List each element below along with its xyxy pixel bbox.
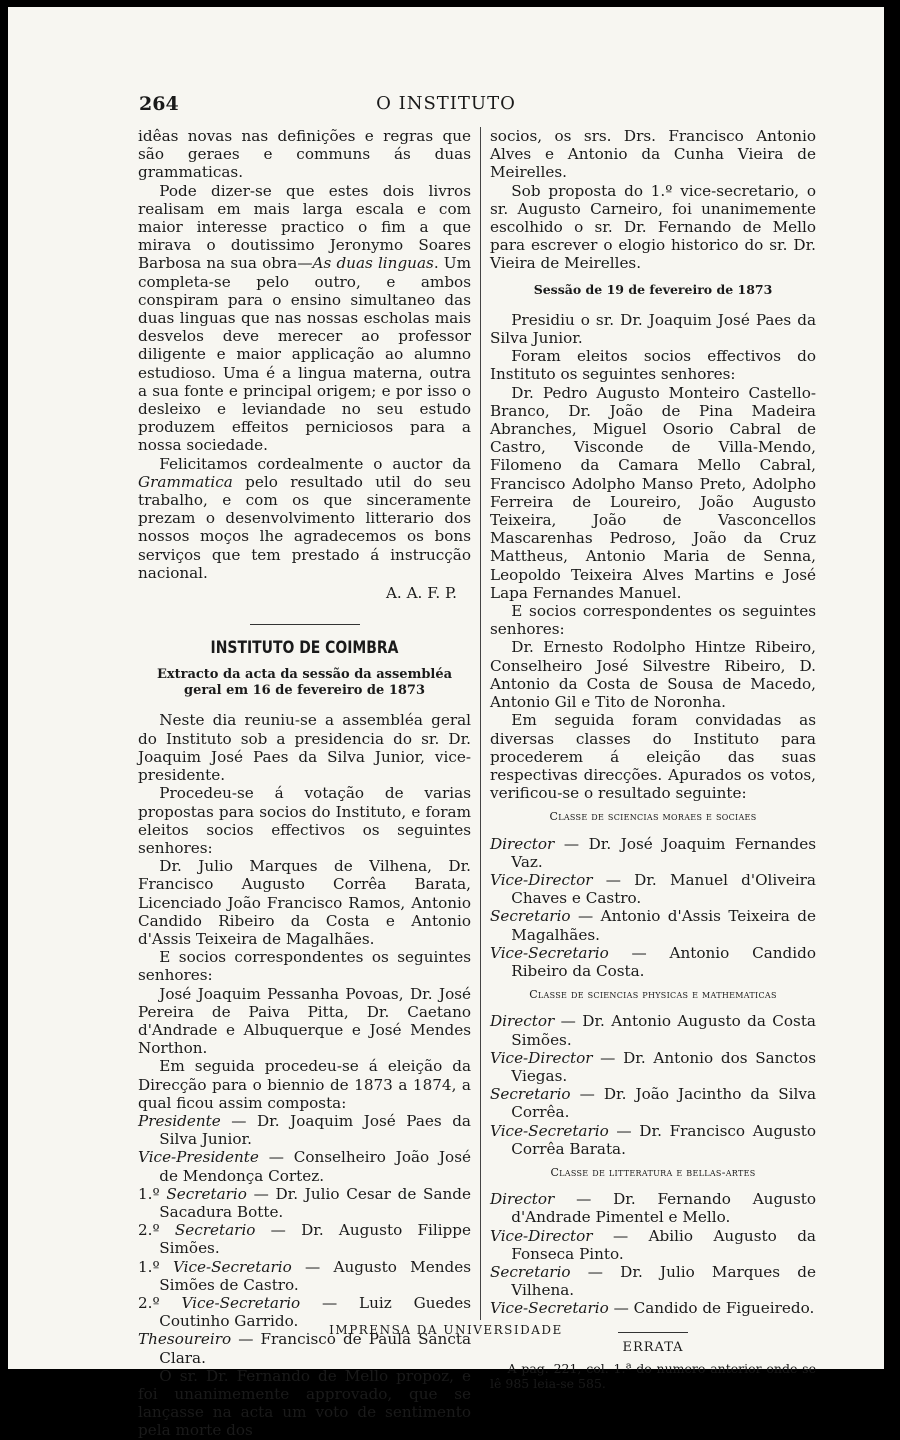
- paragraph: Felicitamos cordealmente o auctor da Grammatica pelo resultado util do seu trabalho, e com os que sinceramente prezam o desenvolvimento litterario dos nossos moços lhe agradecemos os bons serviços que tem prestado á instrucção nacional.: [138, 454, 471, 582]
- paragraph: Neste dia reuniu-se a assembléa geral do Instituto sob a presidencia do sr. Dr. Joaquim José Paes da Silva Junior, vice-presidente.: [138, 711, 471, 785]
- officer-entry: 1.º Vice-Secretario — Augusto Mendes Simões de Castro.: [138, 1257, 471, 1294]
- class-entry: Vice-Secretario — Candido de Figueiredo.: [490, 1299, 815, 1318]
- class-entry: Secretario — Dr. João Jacintho da Silva Corrêa.: [490, 1085, 816, 1122]
- paragraph: Pode dizer-se que estes dois livros realisam em mais larga escala e com maior interesse practico o fim a que mirava o doutissimo Jeronymo Soares Barbosa na sua obra—As duas linguas. Um completa-se pelo outro, e ambos conspiram para o ensino simultaneo das duas linguas que nas nossas escholas mais desvelos deve merecer ao professor diligente e maior applicação ao alumno estudioso. Uma é a lingua materna, outra a sua fonte e principal origem; e por isso o desleixo e leviandade no seu estudo produzem effeitos perniciosos para a nossa sociedade.: [138, 181, 472, 455]
- paragraph: Em seguida foram convidadas as diversas classes do Instituto para procederem á eleição das suas respectivas direcções. Apurados os votos, verificou-se o resultado seguinte:: [490, 711, 816, 803]
- errata-title: ERRATA: [622, 1339, 684, 1355]
- officer-entry: 2.º Vice-Secretario — Luiz Guedes Coutinho Garrido.: [138, 1293, 471, 1331]
- paragraph: Sob proposta do 1.º vice-secretario, o sr. Augusto Carneiro, foi unanimemente escolhido o sr. Dr. Fernando de Mello para escrever o elogio historico do sr. Dr. Vieira de Meirelles.: [490, 181, 816, 273]
- class-entry: Director — Dr. José Joaquim Fernandes Vaz.: [490, 834, 816, 871]
- paragraph: Dr. Julio Marques de Vilhena, Dr. Francisco Augusto Corrêa Barata, Licenciado João Francisco Ramos, Antonio Candido Ribeiro da Costa e Antonio d'Assis Teixeira de Magalhães.: [138, 857, 471, 948]
- running-header: [8, 93, 884, 117]
- class-title: Classe de litteratura e bellas-artes: [550, 1165, 756, 1179]
- class-title: Classe de sciencias moraes e sociaes: [549, 810, 757, 824]
- officer-entry: 2.º Secretario — Dr. Augusto Filippe Simões.: [138, 1221, 471, 1258]
- paragraph: Procedeu-se á votação de varias propostas para socios do Instituto, e foram eleitos socios effectivos os seguintes senhores:: [138, 784, 471, 857]
- class-entry: Vice-Director — Abilio Augusto da Fonseca Pinto.: [490, 1226, 816, 1263]
- page-number: 264: [139, 93, 179, 115]
- officer-entry: 1.º Secretario — Dr. Julio Cesar de Sande Sacadura Botte.: [138, 1184, 471, 1221]
- paragraph: Dr. Pedro Augusto Monteiro Castello-Branco, Dr. João de Pina Madeira Abranches, Miguel Osorio Cabral de Castro, Visconde de Villa-Mendo, Filomeno da Camara Mello Cabral, Francisco Adolpho Manso Preto, Adolpho Ferreira de Loureiro, João Augusto Teixeira, João de Vasconcellos Mascarenhas Pedroso, João da Cruz Mattheus, Antonio Maria de Senna, Leopoldo Teixeira Alves Martins e José Lapa Fernandes Manuel.: [490, 383, 816, 602]
- class-entry: Secretario — Dr. Julio Marques de Vilhena.: [490, 1262, 816, 1300]
- paragraph: E socios correspondentes os seguintes senhores:: [138, 948, 471, 985]
- session-title: Sessão de 19 de fevereiro de 1873: [533, 281, 773, 297]
- class-entry: Vice-Director — Dr. Antonio dos Sanctos Viegas.: [490, 1048, 816, 1085]
- class-entry: Vice-Director — Dr. Manuel d'Oliveira Chaves e Castro.: [490, 870, 816, 908]
- signature: A. A. F. P.: [385, 584, 457, 603]
- column-divider: [480, 127, 481, 1320]
- section-subtitle: Extracto da acta da sessão da assembléa geral em 16 de fevereiro de 1873: [156, 667, 453, 699]
- paragraph: socios, os srs. Drs. Francisco Antonio Alves e Antonio da Cunha Vieira de Meirelles.: [490, 127, 816, 182]
- section-title: INSTITUTO DE COIMBRA: [210, 638, 399, 659]
- section-rule: [250, 624, 360, 625]
- running-title: O INSTITUTO: [376, 93, 516, 114]
- paragraph: Foram eleitos socios effectivos do Instituto os seguintes senhores:: [490, 347, 816, 384]
- paragraph: idêas novas nas definições e regras que são geraes e communs ás duas grammaticas.: [138, 127, 471, 182]
- paragraph: Em seguida procedeu-se á eleição da Direcção para o biennio de 1873 a 1874, a qual ficou assim composta:: [138, 1057, 471, 1112]
- officer-entry: Vice-Presidente — Conselheiro João José de Mendonça Cortez.: [138, 1148, 471, 1185]
- class-entry: Vice-Secretario — Dr. Francisco Augusto Corrêa Barata.: [490, 1121, 816, 1158]
- right-column: [490, 127, 816, 1391]
- page: [8, 7, 884, 1440]
- paragraph: José Joaquim Pessanha Povoas, Dr. José Pereira de Paiva Pitta, Dr. Caetano d'Andrade e Albuquerque e José Mendes Northon.: [138, 984, 471, 1058]
- class-entry: Vice-Secretario — Antonio Candido Ribeiro da Costa.: [490, 943, 816, 980]
- imprint-footer: IMPRENSA DA UNIVERSIDADE: [329, 1323, 563, 1337]
- class-entry: Director — Dr. Fernando Augusto d'Andrade Pimentel e Mello.: [490, 1190, 816, 1227]
- paragraph: O sr. Dr. Fernando de Mello propoz, e foi unanimemente approvado, que se lançasse na acta um voto de sentimento pela morte dos: [138, 1366, 471, 1440]
- officer-entry: Presidente — Dr. Joaquim José Paes da Silva Junior.: [138, 1111, 471, 1149]
- paragraph: E socios correspondentes os seguintes senhores:: [490, 602, 816, 639]
- paragraph: Presidiu o sr. Dr. Joaquim José Paes da Silva Junior.: [490, 310, 816, 348]
- class-entry: Secretario — Antonio d'Assis Teixeira de Magalhães.: [490, 907, 816, 944]
- officer-entry: Thesoureiro — Francisco de Paula Sancta Clara.: [138, 1330, 471, 1367]
- left-column: [138, 127, 471, 1440]
- class-title: Classe de sciencias physicas e mathematicas: [529, 988, 777, 1002]
- paragraph: Dr. Ernesto Rodolpho Hintze Ribeiro, Conselheiro José Silvestre Ribeiro, D. Antonio da Costa de Sousa de Macedo, Antonio Gil e Tito de Noronha.: [490, 638, 816, 712]
- errata-text: A pag. 221, col. 1.ª do numero anterior onde se lê 985 leia-se 585.: [490, 1360, 816, 1391]
- class-entry: Director — Dr. Antonio Augusto da Costa Simões.: [490, 1012, 816, 1049]
